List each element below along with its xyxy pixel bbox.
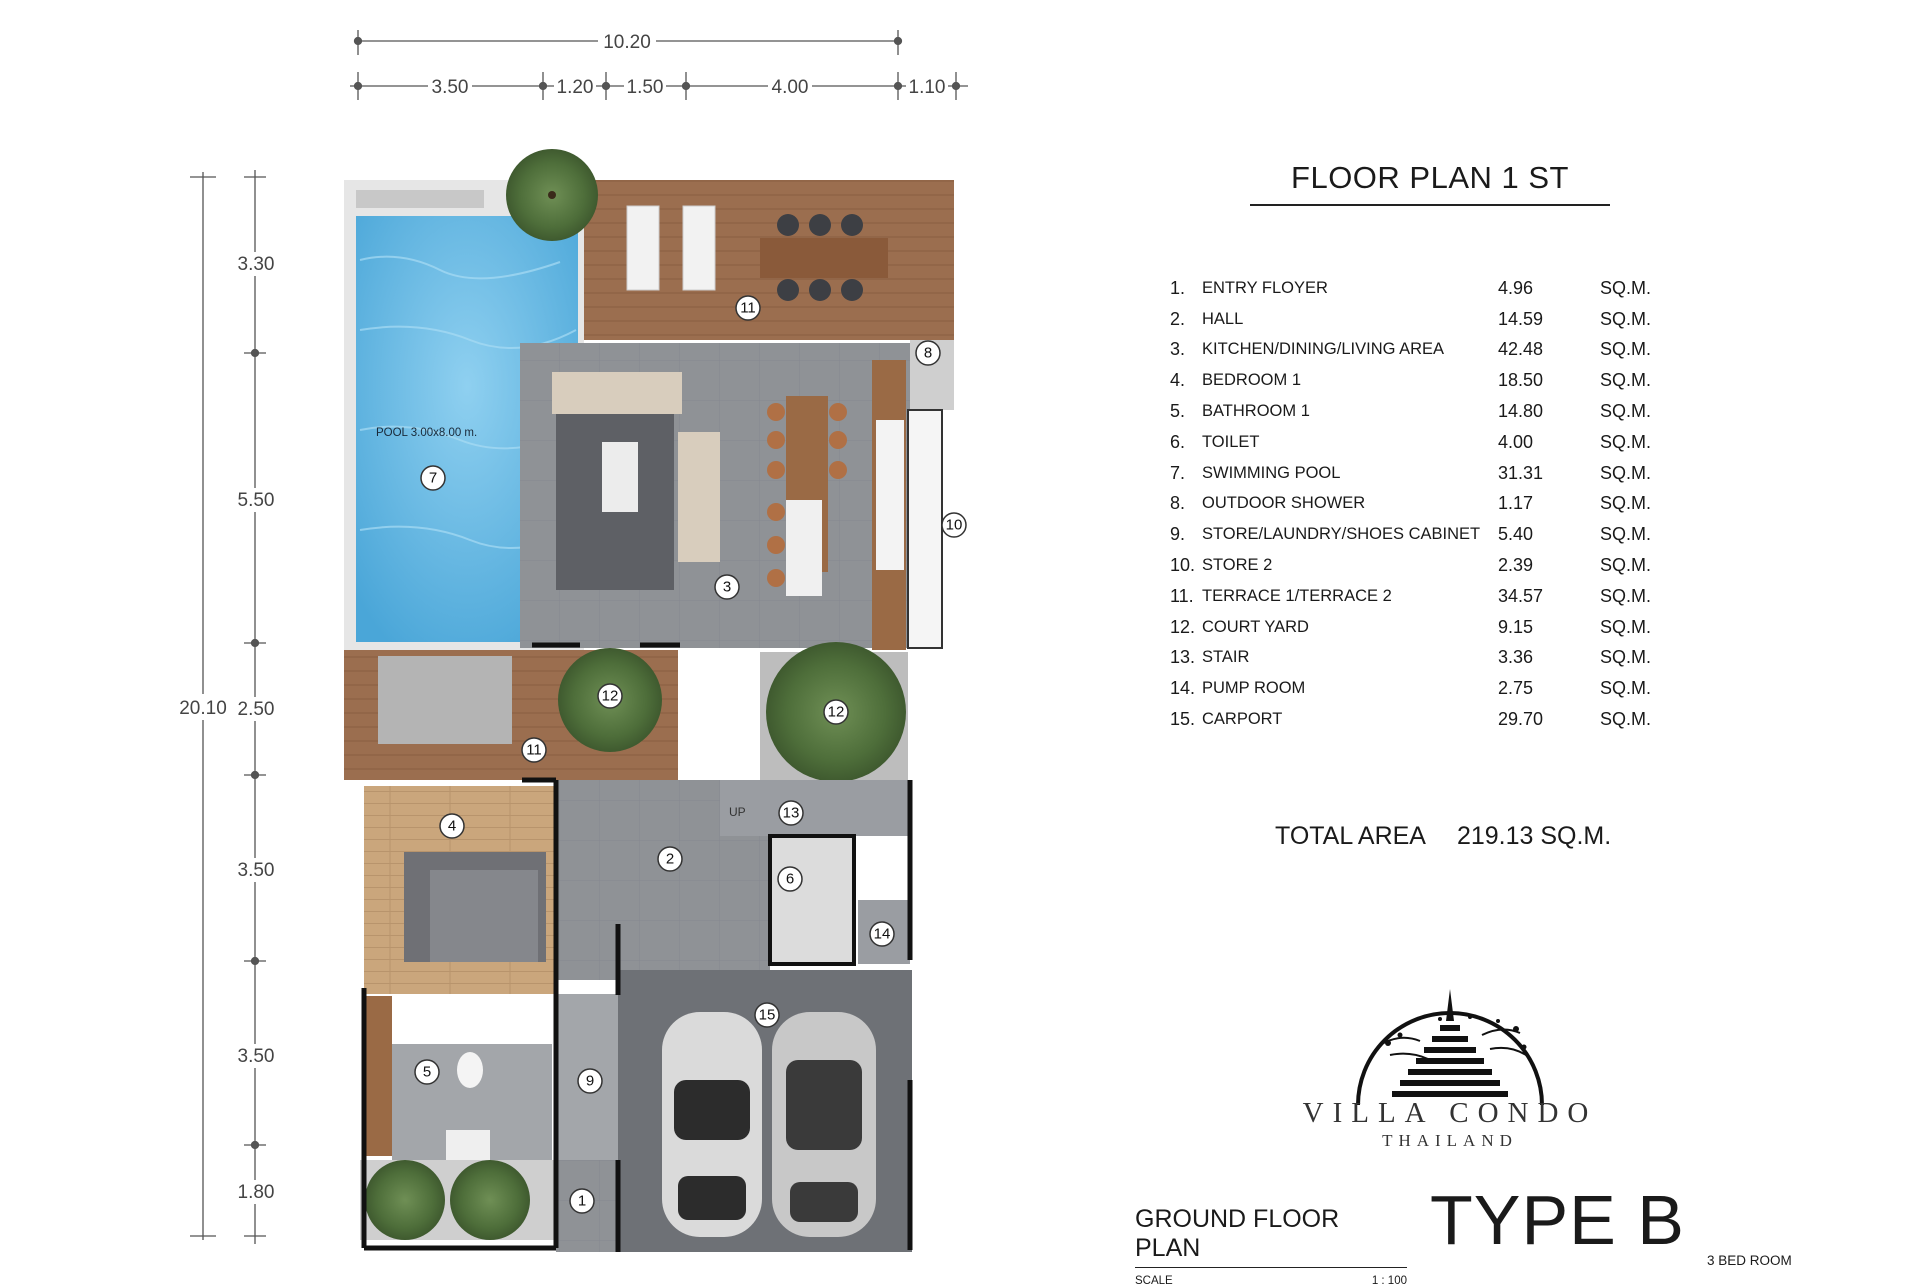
- bedroom-wardrobe: [364, 996, 392, 1156]
- room-marker: [598, 684, 622, 708]
- room-marker: [755, 1003, 779, 1027]
- width-segment-label: 1.10: [908, 77, 946, 98]
- room-marker: [421, 466, 445, 490]
- svg-text:8: 8: [923, 344, 933, 362]
- svg-text:2: 2: [665, 850, 675, 868]
- svg-text:10: 10: [945, 516, 963, 534]
- svg-text:11: 11: [526, 741, 542, 759]
- depth-segment-label: 3.50: [237, 1046, 275, 1067]
- room-area-unit: SQ.M.: [1600, 493, 1652, 514]
- bed: [430, 870, 538, 962]
- car-icon: [772, 1012, 876, 1237]
- room-number: 9.: [1170, 524, 1186, 545]
- wc-icon: [457, 1052, 483, 1088]
- room-number: 4.: [1170, 370, 1186, 391]
- svg-text:12: 12: [601, 687, 619, 705]
- width-segment-label: 3.50: [431, 77, 469, 98]
- room-area-unit: SQ.M.: [1600, 370, 1652, 391]
- room-name: SWIMMING POOL: [1202, 463, 1341, 482]
- room-row: [1170, 673, 1651, 704]
- room-number: 7.: [1170, 462, 1186, 483]
- room-number: 13.: [1170, 647, 1196, 668]
- room-number: 1.: [1170, 277, 1186, 298]
- room-number: 15.: [1170, 709, 1196, 730]
- room-area-unit: SQ.M.: [1600, 678, 1652, 699]
- scale-value: 1 : 100: [1371, 1275, 1407, 1287]
- room-marker: [824, 700, 848, 724]
- room-area-unit: SQ.M.: [1600, 647, 1652, 668]
- room-area-unit: SQ.M.: [1600, 709, 1652, 730]
- total-area-value: 219.13 SQ.M.: [1456, 822, 1612, 850]
- brand-block: [1250, 1097, 1650, 1151]
- width-segment-label: 4.00: [771, 77, 809, 98]
- room-row: [1170, 612, 1651, 643]
- svg-text:5: 5: [422, 1063, 432, 1081]
- store-2: [908, 410, 942, 648]
- room-row: [1170, 458, 1651, 489]
- room-area-unit: SQ.M.: [1600, 616, 1652, 637]
- room-name: TERRACE 1/TERRACE 2: [1202, 586, 1392, 605]
- room-area: 18.50: [1498, 370, 1544, 391]
- room-area-unit: SQ.M.: [1600, 401, 1652, 422]
- svg-text:15: 15: [758, 1006, 776, 1024]
- svg-text:4: 4: [447, 817, 457, 835]
- room-row: [1170, 365, 1651, 396]
- svg-text:6: 6: [785, 870, 795, 888]
- depth-segment-label: 5.50: [237, 490, 275, 511]
- room-name: CARPORT: [1202, 710, 1283, 729]
- kitchen-worktop: [876, 420, 904, 570]
- type-label: TYPE B: [1430, 1181, 1685, 1259]
- room-name: STORE 2: [1202, 556, 1273, 575]
- car-icon: [662, 1012, 762, 1237]
- room-name: TOILET: [1202, 432, 1260, 451]
- svg-text:1: 1: [577, 1192, 587, 1210]
- room-area: 4.96: [1498, 277, 1534, 298]
- kitchen-counter: [786, 500, 822, 596]
- overall-depth-label: 20.10: [179, 698, 227, 719]
- total-area: [1275, 822, 1611, 851]
- sofa-side: [678, 432, 720, 562]
- room-name: HALL: [1202, 309, 1244, 328]
- room-area: 42.48: [1498, 339, 1544, 360]
- floor-plan-title-block: [1250, 160, 1610, 206]
- room-name: STAIR: [1202, 648, 1250, 667]
- room-area-unit: SQ.M.: [1600, 555, 1652, 576]
- room-area-unit: SQ.M.: [1600, 308, 1652, 329]
- ground-floor-plan-title: GROUND FLOOR PLAN: [1135, 1205, 1407, 1268]
- room-row: [1170, 427, 1651, 458]
- room-area: 2.75: [1498, 678, 1534, 699]
- room-row: [1170, 335, 1651, 366]
- room-marker: [658, 847, 682, 871]
- depth-segment-label: 3.30: [237, 254, 275, 275]
- room-marker: [779, 801, 803, 825]
- total-area-label: TOTAL AREA: [1275, 822, 1426, 850]
- room-marker: [778, 867, 802, 891]
- bedroom-count: 3 BED ROOM: [1707, 1253, 1792, 1268]
- room-name: COURT YARD: [1202, 617, 1309, 636]
- room-row: [1170, 519, 1651, 550]
- room-area-unit: SQ.M.: [1600, 277, 1652, 298]
- room-area-unit: SQ.M.: [1600, 462, 1652, 483]
- scale-label: SCALE: [1135, 1275, 1173, 1287]
- sun-lounger: [683, 206, 715, 290]
- room-area-unit: SQ.M.: [1600, 431, 1652, 452]
- svg-text:14: 14: [873, 925, 891, 943]
- left-dimension-labels: [178, 252, 278, 1204]
- brand-name: VILLA CONDO: [1302, 1097, 1598, 1129]
- toilet-room: [770, 836, 854, 964]
- pool-edge-stones: [356, 190, 484, 208]
- width-segment-label: 1.50: [626, 77, 664, 98]
- coffee-table: [602, 442, 638, 512]
- room-row: [1170, 550, 1651, 581]
- room-area: 34.57: [1498, 585, 1544, 606]
- room-name: OUTDOOR SHOWER: [1202, 494, 1366, 513]
- floor-plan-title: FLOOR PLAN 1 ST: [1250, 160, 1610, 206]
- room-row: [1170, 304, 1651, 335]
- room-area: 3.36: [1498, 647, 1534, 668]
- stair-up-label: UP: [729, 805, 746, 819]
- bathroom-vanity: [446, 1130, 490, 1160]
- room-marker: [522, 738, 546, 762]
- room-marker: [415, 1060, 439, 1084]
- room-area-unit: SQ.M.: [1600, 585, 1652, 606]
- overall-width-label: 10.20: [603, 32, 651, 53]
- room-row: [1170, 704, 1651, 735]
- room-number: 2.: [1170, 308, 1186, 329]
- svg-text:13: 13: [782, 804, 800, 822]
- brand-subtitle: THAILAND: [1382, 1131, 1518, 1150]
- room-name: STORE/LAUNDRY/SHOES CABINET: [1202, 525, 1481, 544]
- room-row: [1170, 489, 1651, 520]
- room-area: 4.00: [1498, 431, 1534, 452]
- depth-segment-label: 1.80: [237, 1182, 275, 1203]
- room-area: 31.31: [1498, 462, 1544, 483]
- svg-text:11: 11: [740, 299, 756, 317]
- room-row: [1170, 581, 1651, 612]
- room-marker: [870, 922, 894, 946]
- width-segment-label: 1.20: [556, 77, 594, 98]
- room-number: 14.: [1170, 678, 1196, 699]
- depth-segment-label: 2.50: [237, 699, 275, 720]
- room-name: KITCHEN/DINING/LIVING AREA: [1202, 340, 1445, 359]
- svg-text:9: 9: [585, 1072, 595, 1090]
- room-area: 29.70: [1498, 709, 1544, 730]
- tree-icon: [450, 1160, 530, 1240]
- room-marker: [916, 341, 940, 365]
- room-area: 5.40: [1498, 524, 1534, 545]
- room-number: 3.: [1170, 339, 1186, 360]
- depth-segment-label: 3.50: [237, 860, 275, 881]
- room-marker: [736, 296, 760, 320]
- room-name: BATHROOM 1: [1202, 402, 1310, 421]
- room-marker: [715, 575, 739, 599]
- room-number: 10.: [1170, 555, 1196, 576]
- outdoor-lounge: [378, 656, 512, 744]
- room-area-unit: SQ.M.: [1600, 524, 1652, 545]
- room-schedule-table: [1170, 273, 1651, 735]
- sofa: [552, 372, 682, 414]
- room-number: 5.: [1170, 401, 1186, 422]
- sun-lounger: [627, 206, 659, 290]
- room-area: 1.17: [1498, 493, 1534, 514]
- svg-text:12: 12: [827, 703, 845, 721]
- stair: [720, 780, 910, 836]
- room-area: 9.15: [1498, 616, 1534, 637]
- room-name: ENTRY FLOYER: [1202, 278, 1328, 297]
- ground-floor-plan-caption: [1135, 1205, 1407, 1287]
- room-marker: [570, 1189, 594, 1213]
- room-row: [1170, 396, 1651, 427]
- room-area: 14.59: [1498, 308, 1544, 329]
- room-number: 6.: [1170, 431, 1186, 452]
- room-marker: [440, 814, 464, 838]
- room-marker: [942, 513, 966, 537]
- room-marker: [578, 1069, 602, 1093]
- pool-label: POOL 3.00x8.00 m.: [376, 427, 478, 439]
- dining-table-outdoor: [760, 238, 888, 278]
- room-number: 11.: [1170, 585, 1194, 606]
- room-name: BEDROOM 1: [1202, 371, 1302, 390]
- room-area: 14.80: [1498, 401, 1544, 422]
- room-number: 12.: [1170, 616, 1196, 637]
- room-row: [1170, 273, 1651, 304]
- room-row: [1170, 643, 1651, 674]
- room-area: 2.39: [1498, 555, 1534, 576]
- room-name: PUMP ROOM: [1202, 679, 1306, 698]
- tree-icon: [365, 1160, 445, 1240]
- svg-text:3: 3: [722, 578, 732, 596]
- room-number: 8.: [1170, 493, 1186, 514]
- svg-text:7: 7: [428, 469, 438, 487]
- room-area-unit: SQ.M.: [1600, 339, 1652, 360]
